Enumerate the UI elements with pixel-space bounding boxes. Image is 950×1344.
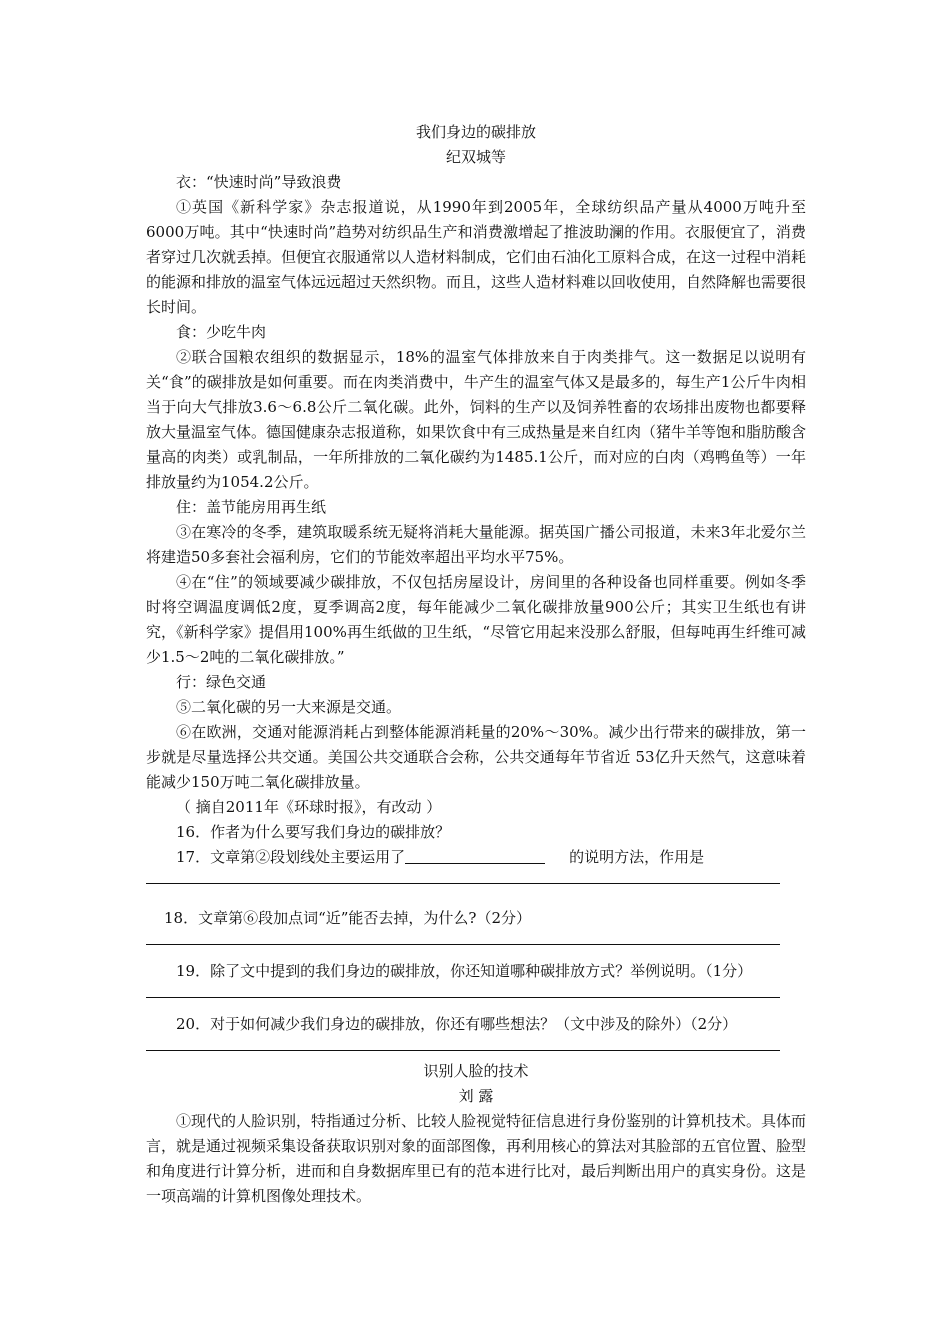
fill-in-blank[interactable] — [405, 847, 545, 864]
paragraph-3: ③在寒冷的冬季，建筑取暖系统无疑将消耗大量能源。据英国广播公司报道，未来3年北爱尔兰将建造50多套社会福利房，它们的节能效率超出平均水平75%。 — [146, 523, 806, 566]
paragraph-1: ①英国《新科学家》杂志报道说，从1990年到2005年，全球纺织品产量从4000万吨升至6000万吨。其中“快速时尚”趋势对纺织品生产和消费激增起了推波助澜的作用。衣服便宜了，消费者穿过几次就丢掉。但便宜衣服通常以人造材料制成，它们由石油化工原料合成，在这一过程中消耗的能源和排放的温室气体远远超过天然织物。而且，这些人造材料难以回收使用，自然降解也需要很长时间。 — [146, 198, 807, 316]
question-17-text-a: 17．文章第②段划线处主要运用了 — [176, 848, 406, 866]
paragraph-2: ②联合国粮农组织的数据显示，18%的温室气体排放来自于肉类排气。这一数据足以说明有关“食”的碳排放是如何重要。而在肉类消费中，牛产生的温室气体又是最多的，每生产1公斤牛肉相当于向大气排放3.6～6.8公斤二氧化碳。此外，饲料的生产以及饲养牲畜的农场排出废物也都要释放大量温室气体。德国健康杂志报道称，如果饮食中有三成热量是来自红肉（猪牛羊等饱和脂肪酸含量高的肉类）或乳制品，一年所排放的二氧化碳约为1485.1公斤，而对应的白肉（鸡鸭鱼等）一年排放量约为1054.2公斤。 — [146, 348, 807, 491]
source-note: （ 摘自2011年《环球时报》，有改动 ） — [176, 798, 442, 816]
article-2-paragraph-1: ①现代的人脸识别，特指通过分析、比较人脸视觉特征信息进行身份鉴别的计算机技术。具体而言，就是通过视频采集设备获取识别对象的面部图像，再利用核心的算法对其脸部的五官位置、脸型和角度进行计算分析，进而和自身数据库里已有的范本进行比对，最后判断出用户的真实身份。这是一项高端的计算机图像处理技术。 — [146, 1112, 807, 1205]
question-20: 20．对于如何减少我们身边的碳排放，你还有哪些想法？（文中涉及的除外）（2分） — [176, 1015, 738, 1033]
section-heading-transport: 行：绿色交通 — [176, 673, 267, 691]
paragraph-4: ④在“住”的领域要减少碳排放，不仅包括房屋设计，房间里的各种设备也同样重要。例如冬季时将空调温度调低2度，夏季调高2度，每年能减少二氧化碳排放量900公斤；其实卫生纸也有讲究，《新科学家》提倡用100%再生纸做的卫生纸，“尽管它用起来没那么舒服，但每吨再生纤维可减少1.5～2吨的二氧化碳排放。” — [146, 573, 806, 666]
exam-page — [146, 120, 806, 1209]
question-17 — [146, 845, 806, 870]
question-19: 19．除了文中提到的我们身边的碳排放，你还知道哪种碳排放方式？举例说明。（1分） — [176, 962, 753, 980]
article-2-title: 识别人脸的技术 — [423, 1062, 529, 1080]
article-author: 纪双城等 — [445, 148, 506, 166]
paragraph-6: ⑥在欧洲，交通对能源消耗占到整体能源消耗量的20%～30%。减少出行带来的碳排放，第一步就是尽量选择公共交通。美国公共交通联合会称，公共交通每年节省近 53亿升天然气，这意味着能减少150万吨二氧化碳排放量。 — [146, 723, 806, 791]
question-18: 18．文章第⑥段加点词“近”能否去掉，为什么?（2分） — [164, 909, 532, 927]
question-16: 16．作者为什么要写我们身边的碳排放？ — [176, 823, 451, 841]
section-heading-clothing: 衣：“快速时尚”导致浪费 — [176, 173, 342, 191]
section-heading-food: 食：少吃牛肉 — [176, 323, 267, 341]
section-heading-housing: 住：盖节能房用再生纸 — [176, 498, 327, 516]
article-2-author: 刘 露 — [458, 1087, 494, 1105]
paragraph-5: ⑤二氧化碳的另一大来源是交通。 — [176, 698, 402, 716]
question-17-text-b: 的说明方法，作用是 — [569, 848, 705, 866]
article-title: 我们身边的碳排放 — [415, 123, 536, 141]
